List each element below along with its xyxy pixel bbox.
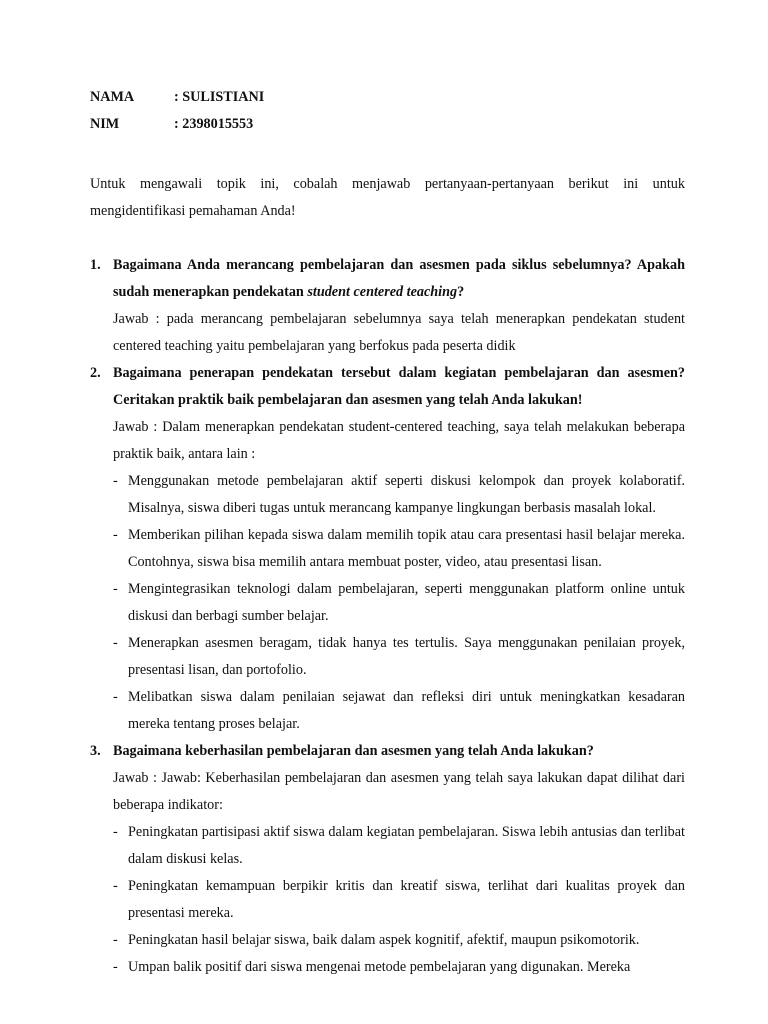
answer-text: Jawab : pada merancang pembelajaran sebelumnya saya telah menerapkan pendekatan student centered teaching yaitu pembelajaran yang berfokus pada peserta didik bbox=[113, 311, 685, 354]
nim-label: NIM bbox=[90, 116, 120, 132]
dash-bullet: - bbox=[113, 932, 118, 948]
question-2 bbox=[90, 360, 685, 738]
intro-paragraph: Untuk mengawali topik ini, cobalah menjawab pertanyaan-pertanyaan berikut ini untuk mengidentifikasi pemahaman Anda! bbox=[90, 176, 685, 219]
dash-bullet: - bbox=[113, 527, 118, 543]
question-1 bbox=[90, 252, 685, 360]
list-item-text: Peningkatan hasil belajar siswa, baik dalam aspek kognitif, afektif, maupun psikomotorik. bbox=[128, 932, 640, 948]
dash-bullet: - bbox=[113, 959, 118, 975]
list-item bbox=[113, 468, 685, 522]
question-text: Bagaimana penerapan pendekatan tersebut dalam kegiatan pembelajaran dan asesmen? Ceritakan praktik baik pembelajaran dan asesmen yang telah Anda lakukan! bbox=[113, 365, 685, 408]
list-item-text: Memberikan pilihan kepada siswa dalam memilih topik atau cara presentasi hasil belajar mereka. Contohnya, siswa bisa memilih antara membuat poster, video, atau presentasi lisan. bbox=[128, 527, 685, 570]
answer-text: Jawab : Jawab: Keberhasilan pembelajaran dan asesmen yang telah saya lakukan dapat dilihat dari beberapa indikator: bbox=[113, 770, 685, 813]
dash-bullet: - bbox=[113, 635, 118, 651]
nama-value: : SULISTIANI bbox=[174, 89, 265, 105]
nim-value: : 2398015553 bbox=[174, 116, 254, 132]
question-list bbox=[90, 252, 685, 981]
question-number: 2. bbox=[90, 365, 101, 381]
list-item-text: Umpan balik positif dari siswa mengenai metode pembelajaran yang digunakan. Mereka bbox=[128, 959, 631, 975]
list-item-text: Menggunakan metode pembelajaran aktif seperti diskusi kelompok dan proyek kolaboratif. Misalnya, siswa diberi tugas untuk merancang kampanye lingkungan berbasis masalah lokal. bbox=[128, 473, 685, 516]
header-nim-row bbox=[90, 113, 685, 140]
list-item bbox=[113, 873, 685, 927]
question-text-part: Bagaimana Anda merancang pembelajaran dan asesmen pada siklus sebelumnya? Apakah sudah menerapkan pendekatan bbox=[113, 257, 685, 300]
dash-bullet: - bbox=[113, 824, 118, 840]
list-item bbox=[113, 630, 685, 684]
list-item bbox=[113, 522, 685, 576]
question-text-part: ? bbox=[457, 284, 465, 300]
answer-text: Jawab : Dalam menerapkan pendekatan student-centered teaching, saya telah melakukan beberapa praktik baik, antara lain : bbox=[113, 419, 685, 462]
dash-bullet: - bbox=[113, 878, 118, 894]
list-item bbox=[113, 954, 685, 981]
list-item-text: Peningkatan kemampuan berpikir kritis dan kreatif siswa, terlihat dari kualitas proyek dan presentasi mereka. bbox=[128, 878, 685, 921]
list-item-text: Melibatkan siswa dalam penilaian sejawat dan refleksi diri untuk meningkatkan kesadaran mereka tentang proses belajar. bbox=[128, 689, 685, 732]
question-text: Bagaimana keberhasilan pembelajaran dan asesmen yang telah Anda lakukan? bbox=[113, 743, 594, 759]
question-3 bbox=[90, 738, 685, 981]
question-number: 3. bbox=[90, 743, 101, 759]
question-number: 1. bbox=[90, 257, 101, 273]
list-item bbox=[113, 819, 685, 873]
list-item-text: Menerapkan asesmen beragam, tidak hanya tes tertulis. Saya menggunakan penilaian proyek, presentasi lisan, dan portofolio. bbox=[128, 635, 685, 678]
list-item bbox=[113, 927, 685, 954]
dash-bullet: - bbox=[113, 581, 118, 597]
list-item bbox=[113, 684, 685, 738]
answer-bullet-list bbox=[113, 819, 685, 981]
answer-bullet-list bbox=[113, 468, 685, 738]
list-item-text: Mengintegrasikan teknologi dalam pembelajaran, seperti menggunakan platform online untuk diskusi dan berbagi sumber belajar. bbox=[128, 581, 685, 624]
question-text bbox=[113, 252, 685, 306]
list-item bbox=[113, 576, 685, 630]
nama-label: NAMA bbox=[90, 89, 135, 105]
question-text-emphasis: student centered teaching bbox=[307, 284, 458, 300]
header-nama-row bbox=[90, 86, 685, 113]
dash-bullet: - bbox=[113, 473, 118, 489]
dash-bullet: - bbox=[113, 689, 118, 705]
list-item-text: Peningkatan partisipasi aktif siswa dalam kegiatan pembelajaran. Siswa lebih antusias dan terlibat dalam diskusi kelas. bbox=[128, 824, 685, 867]
